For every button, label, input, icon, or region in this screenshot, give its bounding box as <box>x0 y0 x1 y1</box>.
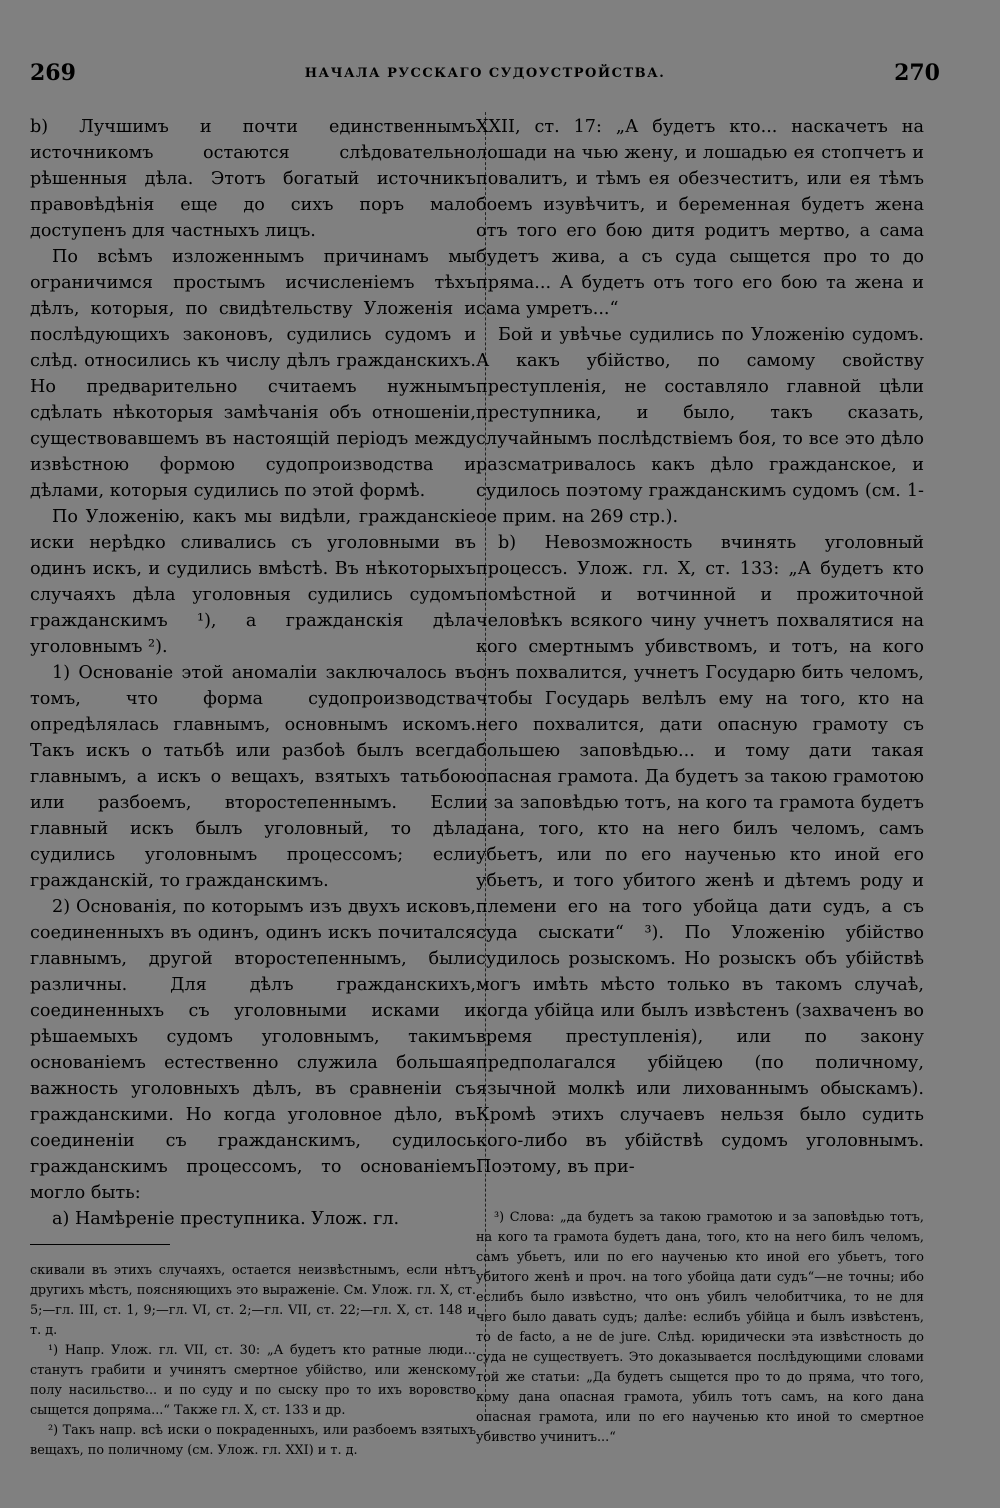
right-footnotes <box>476 1200 924 1448</box>
footnote: ¹) Напр. Улож. гл. VII, ст. 30: „А будетъ кто ратные люди... станутъ грабити и учинятъ смертное убійство, или женскому полу насильство... и по суду и по сыску про то ихъ воровство сыщется допряма...“ Также гл. X, ст. 133 и др. <box>30 1343 476 1418</box>
page-number-right: 270 <box>894 60 940 86</box>
footnote: ³) Слова: „да будетъ за такою грамотою и за заповѣдью тотъ, на кого та грамота будетъ дана, того, кто на него билъ челомъ, самъ убьетъ, или по его наученью кто иной его убьетъ, того убитого женѣ и проч. на того убойца дати судъ“—не точны; ибо еслибъ было извѣстно, что онъ убилъ челобитчика, то не для чего было давать судъ; далѣе: еслибъ убійца и былъ извѣстенъ, то de facto, а не de jure. Слѣд. юридически эта извѣстность до суда не существуетъ. Это доказывается послѣдующими словами той же статьи: „Да будетъ сыщется про то до пряма, что того, кому дана опасная грамота, убилъ тотъ самъ, на кого дана опасная грамота, или по его наученью кто иной то смертное убивство учинитъ...“ <box>476 1210 924 1445</box>
footnote: ²) Такъ напр. всѣ иски о покраденныхъ, или разбоемъ взятыхъ вещахъ, по поличному (см. Улож. гл. XXI) и т. д. <box>30 1423 476 1458</box>
footnote-rule <box>30 1244 170 1245</box>
left-footnotes <box>30 1261 476 1461</box>
paragraph: а) Намѣреніе преступника. Улож. гл. <box>52 1209 400 1229</box>
paragraph: b) Невозможность вчинять уголовный процессъ. Улож. гл. X, ст. 133: „А будетъ кто помѣстной и вотчинной и прожиточной человѣкъ всякого чину учнетъ похвалятися на кого смертнымъ убивствомъ, и тотъ, на кого онъ похвалится, учнетъ Государю бить челомъ, чтобы Государь велѣлъ ему на того, кто на него похвалится, дати опасную грамоту съ большею заповѣдью... и тому дати такая опасная грамота. Да будетъ за такою грамотою и за заповѣдью тотъ, на кого та грамота будетъ дана, того, кто на него билъ челомъ, самъ убьетъ, или по его наученью кто иной его убьетъ, и того убитого женѣ и дѣтемъ роду и племени его на того убойца дати судъ, а съ суда сыскати“ ³). По Уложенію убійство судилось розыскомъ. Но розыскъ объ убійствѣ могъ имѣть мѣсто только въ такомъ случаѣ, когда убійца или былъ извѣстенъ (захваченъ во время преступленія), или по закону предполагался убійцею (по поличному, язычной молкѣ или лихованнымъ обыскамъ). Кромѣ этихъ случаевъ нельзя было судить кого-либо въ убійствѣ судомъ уголовнымъ. Поэтому, въ при- <box>476 533 924 1177</box>
left-body-text <box>30 114 476 1232</box>
paragraph: 1) Основаніе этой аномаліи заключалось въ томъ, что форма судопроизводства опредѣлялась главнымъ, основнымъ искомъ. Такъ искъ о татьбѣ или разбоѣ былъ всегда главнымъ, а искъ о вещахъ, взятыхъ татьбою или разбоемъ, второстепеннымъ. Если главный искъ былъ уголовный, то дѣла судились уголовнымъ процессомъ; если гражданскій, то гражданскимъ. <box>30 663 476 891</box>
right-column <box>476 114 924 1448</box>
paragraph: XXII, ст. 17: „А будетъ кто... наскачетъ на лошади на чью жену, и лошадью ея стопчетъ и повалитъ, и тѣмъ ея обезчеститъ, или ея тѣмъ боемъ изувѣчитъ, и беременная будетъ жена отъ того его бою дитя родитъ мертво, а сама будетъ жива, а съ суда сыщется про то до пряма... А будетъ отъ того его бою та жена и сама умретъ...“ <box>476 117 924 319</box>
left-column <box>30 114 476 1461</box>
paragraph: b) Лучшимъ и почти единственнымъ источникомъ остаются слѣдовательно рѣшенныя дѣла. Этотъ богатый источникъ правовѣдѣнія еще до сихъ поръ мало доступенъ для частныхъ лицъ. <box>30 117 476 241</box>
right-body-text <box>476 114 924 1180</box>
page-number-left: 269 <box>30 60 76 86</box>
footnote: скивали въ этихъ случаяхъ, остается неизвѣстнымъ, если нѣтъ другихъ мѣстъ, поясняющихъ это выраженіе. См. Улож. гл. X, ст. 5;—гл. III, ст. 1, 9;—гл. VI, ст. 2;—гл. VII, ст. 22;—гл. X, ст. 148 и т. д. <box>30 1263 476 1338</box>
paragraph: По Уложенію, какъ мы видѣли, гражданскіе иски нерѣдко сливались съ уголовными въ одинъ искъ, и судились вмѣстѣ. Въ нѣкоторыхъ случаяхъ дѣла уголовныя судились судомъ гражданскимъ ¹), а гражданскія дѣла уголовнымъ ²). <box>30 507 476 657</box>
page-header <box>30 60 940 92</box>
paragraph: Бой и увѣчье судились по Уложенію судомъ. А какъ убійство, по самому свойству преступленія, не составляло главной цѣли преступника, и было, такъ сказать, случайнымъ послѣдствіемъ боя, то все это дѣло разсматривалось какъ дѣло гражданское, и судилось поэтому гражданскимъ судомъ (см. 1-ое прим. на 269 стр.). <box>476 325 924 527</box>
paragraph: 2) Основанія, по которымъ изъ двухъ исковъ, соединенныхъ въ одинъ, одинъ искъ почитался главнымъ, другой второстепеннымъ, были различны. Для дѣлъ гражданскихъ, соединенныхъ съ уголовными исками и рѣшаемыхъ судомъ уголовнымъ, такимъ основаніемъ естественно служила большая важность уголовныхъ дѣлъ, въ сравненіи съ гражданскими. Но когда уголовное дѣло, въ соединеніи съ гражданскимъ, судилось гражданскимъ процессомъ, то основаніемъ могло быть: <box>30 897 476 1203</box>
paragraph: По всѣмъ изложеннымъ причинамъ мы ограничимся простымъ исчисленіемъ тѣхъ дѣлъ, которыя, по свидѣтельству Уложенія и послѣдующихъ законовъ, судились судомъ и слѣд. относились къ числу дѣлъ гражданскихъ. Но предварительно считаемъ нужнымъ сдѣлать нѣкоторыя замѣчанія объ отношеніи, существовавшемъ въ настоящій періодъ между извѣстною формою судопроизводства и дѣлами, которыя судились по этой формѣ. <box>30 247 476 501</box>
running-title: НАЧАЛА РУССКАГО СУДОУСТРОЙСТВА. <box>304 66 666 81</box>
